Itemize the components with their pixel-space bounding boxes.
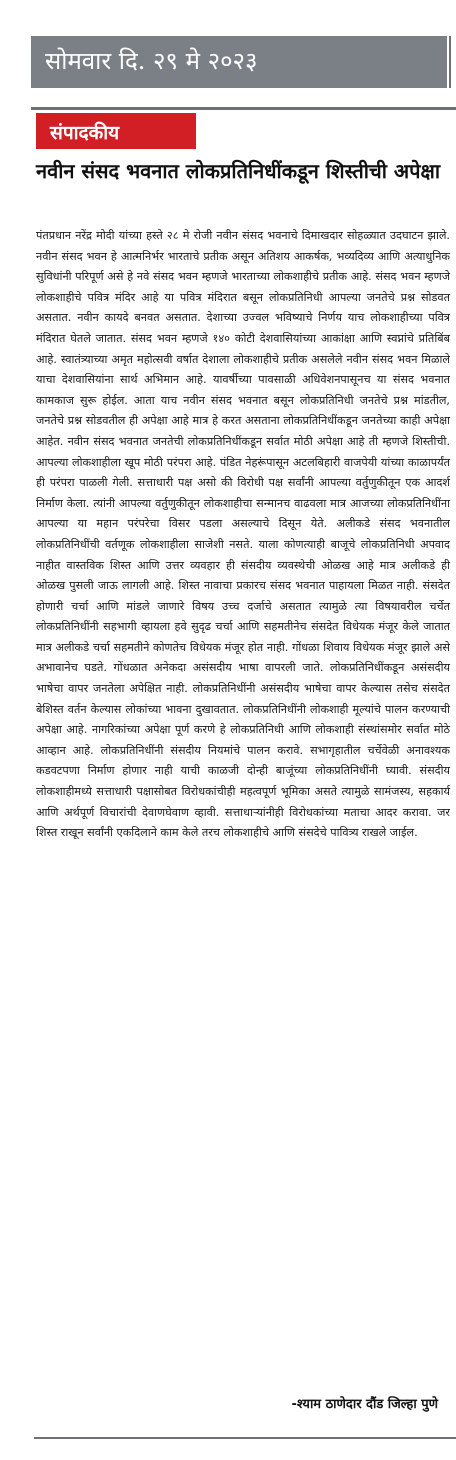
section-label-band bbox=[36, 113, 196, 149]
article-byline: -श्याम ठाणेदार दौंड जिल्हा पुणे bbox=[291, 1397, 438, 1412]
section-label: संपादकीय bbox=[50, 122, 120, 144]
top-divider bbox=[31, 107, 456, 110]
article-headline: नवीन संसद भवनात लोकप्रतिनिधींकडून शिस्तीची अपेक्षा bbox=[36, 159, 440, 183]
bottom-divider bbox=[34, 1437, 456, 1439]
article-paragraph: पंतप्रधान नरेंद्र मोदी यांच्या हस्ते २८ मे रोजी नवीन संसद भवनाचे दिमाखदार सोहळ्यात उदघाटन झाले. नवीन संसद भवन हे आत्मनिर्भर भारताचे प्रतीक असून अतिशय आकर्षक, भव्यदिव्य आणि अत्याधुनिक सुविधांनी परिपूर्ण असे हे नवे संसद भवन म्हणजे भारताच्या लोकशाहीचे प्रतीक आहे. संसद भवन म्हणजे लोकशाहीचे पवित्र मंदिर आहे या पवित्र मंदिरात बसून लोकप्रतिनिधी आपल्या जनतेचे प्रश्न सोडवत असतात. नवीन कायदे बनवत असतात. देशाच्या उज्वल भविष्याचे निर्णय याच लोकशाहीच्या पवित्र मंदिरात घेतले जातात. संसद भवन म्हणजे १४० कोटी देशवासियांच्या आकांक्षा आणि स्वप्नांचे प्रतिबिंब आहे. स्वातंत्र्याच्या अमृत महोत्सवी वर्षात देशाला लोकशाहीचे प्रतीक असलेले नवीन संसद भवन मिळाले याचा देशवासियांना सार्थ अभिमान आहे. यावर्षीच्या पावसाळी अधिवेशनपासूनच या संसद भवनात कामकाज सुरू होईल. आता याच नवीन संसद भवनात बसून लोकप्रतिनिधी जनतेचे प्रश्न मांडतील, जनतेचे प्रश्न सोडवतील ही अपेक्षा आहे मात्र हे करत असताना लोकप्रतिनिधींकडून जनतेच्या काही अपेक्षा आहेत. नवीन संसद भवनात जनतेची लोकप्रतिनिधींकडून सर्वात मोठी अपेक्षा आहे ती म्हणजे शिस्तीची. आपल्या लोकशाहीला खूप मोठी परंपरा आहे. पंडित नेहरूंपासून अटलबिहारी वाजपेयी यांच्या काळापर्यंत ही परंपरा पाळली गेली. सत्ताधारी पक्ष असो की विरोधी पक्ष सर्वांनी आपल्या वर्तुणुकीतून एक आदर्श निर्माण केला. त्यांनी आपल्या वर्तुणुकीतून लोकशाहीचा सन्मानच वाढवला मात्र आजच्या लोकप्रतिनिधींना आपल्या या महान परंपरेचा विसर पडला असल्याचे दिसून येते. अलीकडे संसद भवनातील लोकप्रतिनिधींची वर्तणूक लोकशाहीला साजेशी नसते. याला कोणत्याही बाजूचे लोकप्रतिनिधी अपवाद नाहीत वास्तविक शिस्त आणि उत्तर व्यवहार ही संसदीय व्यवस्थेची ओळख आहे मात्र अलीकडे ही ओळख पुसली जाऊ लागली आहे. शिस्त नावाचा प्रकारच संसद भवनात पाहायला मिळत नाही. संसदेत होणारी चर्चा आणि मांडले जाणारे विषय उच्च दर्जाचे असतात त्यामुळे त्या विषयावरील चर्चेत लोकप्रतिनिधींनी सहभागी व्हायला हवे सुदृढ चर्चा आणि सहमतीनेच संसदेत विधेयक मंजूर केले जातात मात्र अलीकडे चर्चा सहमतीने कोणतेच विधेयक मंजूर होत नाही. गोंधळा शिवाय विधेयक मंजूर झाले असे अभावानेच घडते. गोंधळात अनेकदा असंसदीय भाषा वापरली जाते. लोकप्रतिनिधींकडून असंसदीय भाषेचा वापर जनतेला अपेक्षित नाही. लोकप्रतिनिधींनी असंसदीय भाषेचा वापर केल्यास तसेच संसदेत बेशिस्त वर्तन केल्यास लोकांच्या भावना दुखावतात. लोकप्रतिनिधींनी लोकशाही मूल्यांचे पालन करण्याची अपेक्षा आहे. नागरिकांच्या अपेक्षा पूर्ण करणे हे लोकप्रतिनिधी आणि लोकशाही संस्थांसमोर सर्वात मोठे आव्हान आहे. लोकप्रतिनिधींनी संसदीय नियमांचे पालन करावे. सभागृहातील चर्चेवेळी अनावश्यक कडवटपणा निर्माण होणार नाही याची काळजी दोन्ही बाजूंच्या लोकप्रतिनिधींनी घ्यावी. संसदीय लोकशाहीमध्ये सत्ताधारी पक्षासोबत विरोधकांचीही महत्वपूर्ण भूमिका असते त्यामुळे सामंजस्य, सहकार्य आणि अर्थपूर्ण विचारांची देवाणघेवाण व्हावी. सत्ताधाऱ्यांनीही विरोधकांच्या मताचा आदर करावा. जर शिस्त राखून सर्वांनी एकदिलाने काम केले तरच लोकशाहीचे आणि संसदेचे पावित्र्य राखले जाईल. bbox=[36, 229, 450, 840]
article-body bbox=[36, 226, 450, 844]
date-band bbox=[31, 36, 456, 88]
date-line: सोमवार दि. २९ मे २०२३ bbox=[45, 47, 258, 75]
fold-mark bbox=[447, 36, 456, 88]
